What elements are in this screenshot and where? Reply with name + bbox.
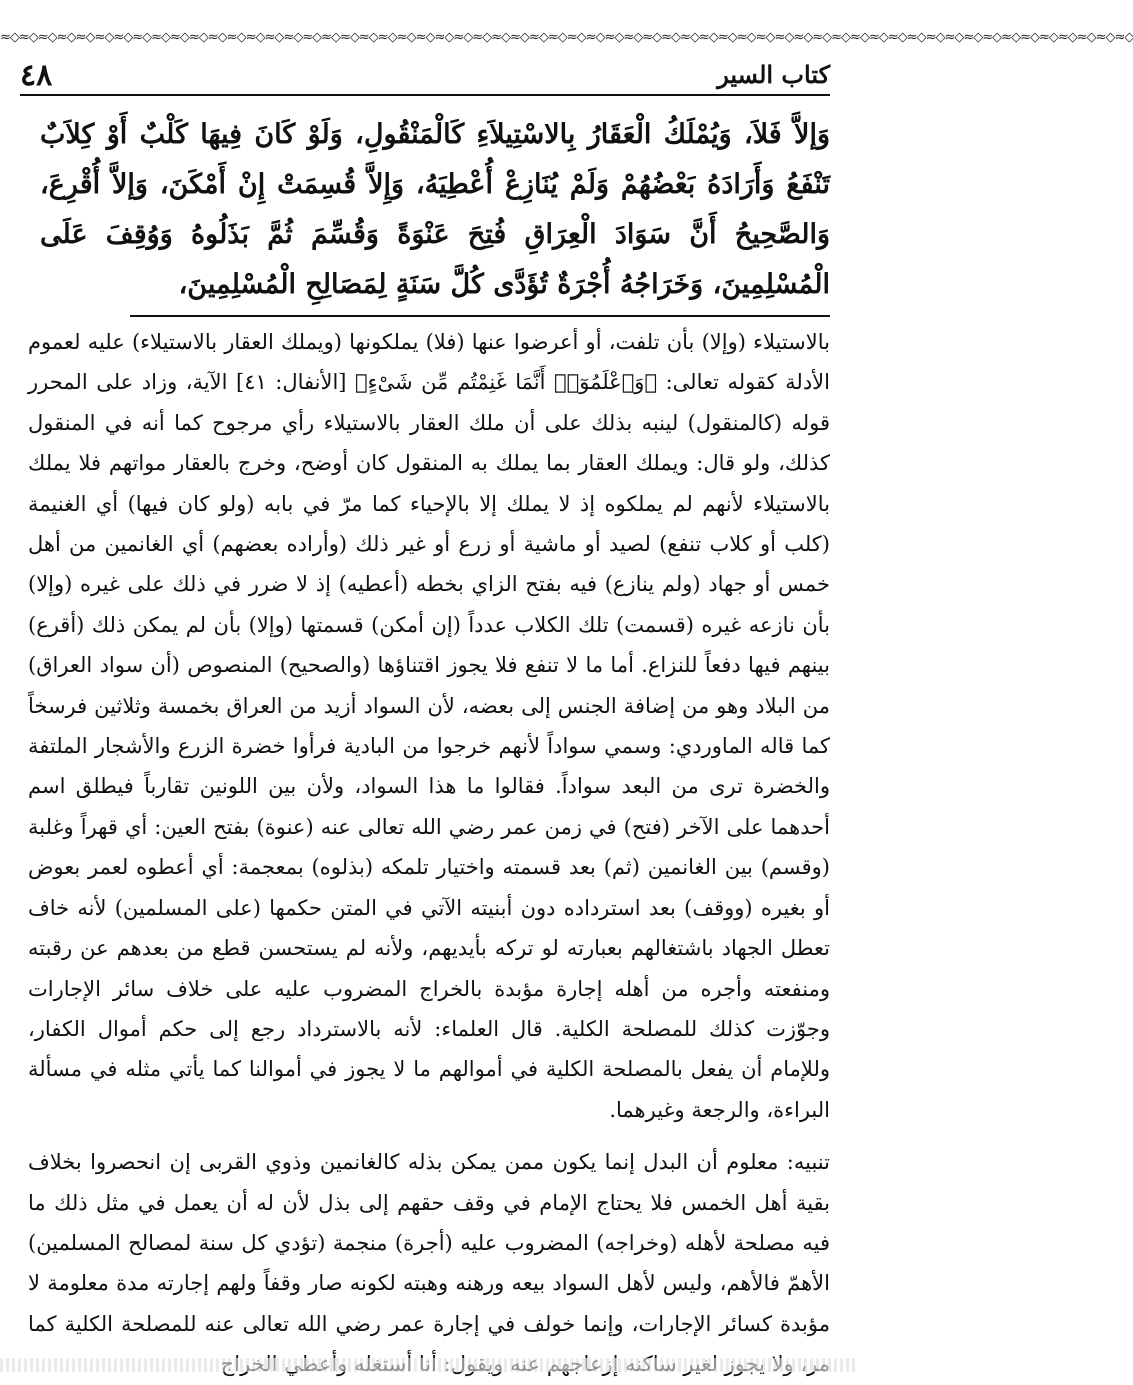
commentary xyxy=(28,322,830,1385)
header-ornament: ≈◇≈◇≈◇≈◇≈◇≈◇≈◇≈◇≈◇≈◇≈◇≈◇≈◇≈◇≈◇≈◇≈◇≈◇≈◇≈◇≈◇≈◇≈◇≈◇≈◇≈◇≈◇≈◇≈◇≈◇≈◇≈◇≈◇≈◇≈◇≈◇≈◇≈◇≈◇≈◇≈◇≈◇≈◇≈◇≈◇≈◇≈◇≈◇≈◇≈◇≈◇≈◇≈◇≈◇≈◇≈◇≈◇≈◇≈◇≈◇ xyxy=(0,30,1133,45)
separator-rule xyxy=(130,315,830,317)
commentary-paragraph: بالاستيلاء (وإلا) بأن تلفت، أو أعرضوا عنها (فلا) يملكونها (ويملك العقار بالاستيلاء) عليه لعموم الأدلة كقوله تعالى: ﴿وَٱعْلَمُوٓا۟ أَنَّمَا غَنِمْتُم مِّن شَىْءٍ﴾ [الأنفال: ٤١] الآية، وزاد على المحرر قوله (كالمنقول) لينبه بذلك على أن ملك العقار بالاستيلاء رأي مرجوح كما أنه في المنقول كذلك، ولو قال: ويملك العقار بما يملك به المنقول كان أوضح، وخرج بالعقار مواتهم فلا يملك بالاستيلاء لأنهم لم يملكوه إذ لا يملك إلا بالإحياء كما مرّ في بابه (ولو كان فيها) أي الغنيمة (كلب أو كلاب تنفع) لصيد أو ماشية أو زرع أو غير ذلك (وأراده بعضهم) أي الغانمين من أهل خمس أو جهاد (ولم ينازع) فيه بفتح الزاي بخطه (أعطيه) إذ لا ضرر في ذلك على غيره (وإلا) بأن نازعه غيره (قسمت) تلك الكلاب عدداً (إن أمكن) قسمتها (وإلا) بأن لم يمكن ذلك (أقرع) بينهم فيها دفعاً للنزاع. أما ما لا تنفع فلا يجوز اقتناؤها (والصحيح) المنصوص (أن سواد العراق) من البلاد وهو من إضافة الجنس إلى بعضه، لأن السواد أزيد من العراق بخمسة وثلاثين فرسخاً كما قاله الماوردي: وسمي سواداً لأنهم خرجوا من البادية فرأوا خضرة الزرع والأشجار الملتفة والخضرة ترى من البعد سواداً. فقالوا ما هذا السواد، ولأن بين اللونين تقارباً فيطلق اسم أحدهما على الآخر (فتح) في زمن عمر رضي الله تعالى عنه (عنوة) بفتح العين: أي قهراً وغلبة (وقسم) بين الغانمين (ثم) بعد قسمته واختيار تلمكه (بذلوه) بمعجمة: أي أعطوه لعمر بعوض أو بغيره (ووقف) بعد استرداده دون أبنيته الآتي في المتن حكمها (على المسلمين) لأنه خاف تعطل الجهاد باشتغالهم بعبارته لو تركه بأيديهم، ولأنه لم يستحسن قطع من بعدهم عن رقبته ومنفعته وأجره من أهله إجارة مؤبدة بالخراج المضروب عليه على خلاف سائر الإجارات وجوّزت كذلك للمصلحة الكلية. قال العلماء: لأنه بالاسترداد رجع إلى حكم أموال الكفار، وللإمام أن يفعل بالمصلحة الكلية في أموالهم ما لا يجوز في أموالنا كما يأتي مثله في مسألة البراءة، والرجعة وغيرهما. xyxy=(28,330,830,1122)
note-paragraph: تنبيه: معلوم أن البدل إنما يكون ممن يمكن بذله كالغانمين وذوي القربى إن انحصروا بخلاف بقية أهل الخمس فلا يحتاج الإمام في وقف حقهم إلى بذل لأن له أن يعمل في مثل ذلك ما فيه مصلحة لأهله (وخراجه) المضروب عليه (أجرة) منجمة (تؤدي كل سنة لمصالح المسلمين) الأهمّ فالأهم، وليس لأهل السواد بيعه ورهنه وهبته لكونه صار وقفاً ولهم إجارته مدة معلومة لا مؤبدة كسائر الإجارات، وإنما خولف في إجارة عمر رضي الله تعالى عنه للمصلحة الكلية كما xyxy=(28,1150,830,1336)
matn-text: وَإلاَّ فَلاَ، وَيُمْلَكُ الْعَقَارُ بِالاسْتِيلاَءِ كَالْمَنْقُولِ، وَلَوْ كَانَ فِيهَا كَلْبٌ أَوْ كِلاَبٌ تَنْفَعُ وَأَرَادَهُ بَعْضُهُمْ وَلَمْ يُنَازِعْ أُعْطِيَهُ، وَإِلاَّ قُسِمَتْ إِنْ أَمْكَنَ، وَإلاَّ أُقْرِعَ، وَالصَّحِيحُ أَنَّ سَوَادَ الْعِرَاقِ فُتِحَ عَنْوَةً وَقُسِّمَ ثُمَّ بَذَلُوهُ وَوُقِفَ عَلَى الْمُسْلِمِينَ، وَخَرَاجُهُ أُجْرَةٌ تُؤَدَّى كُلَّ سَنَةٍ لِمَصَالِحِ الْمُسْلِمِينَ، xyxy=(40,119,830,300)
section-title: كتاب السير xyxy=(717,60,830,89)
footer-ornament xyxy=(0,1358,856,1372)
page-header xyxy=(20,54,830,96)
page-number: ٤٨ xyxy=(20,58,53,93)
